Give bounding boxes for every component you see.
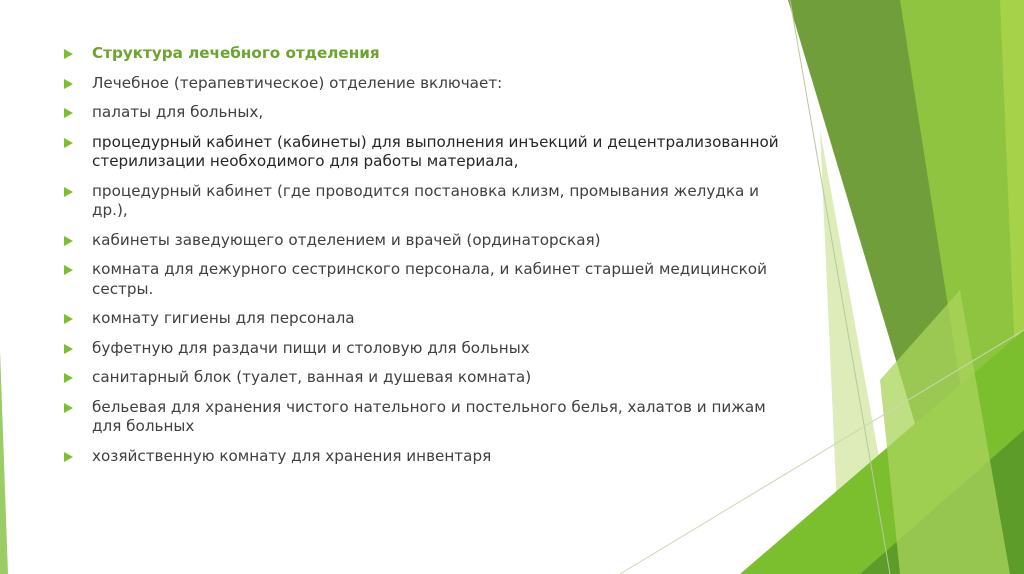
list-item-text: палаты для больных, <box>92 103 264 121</box>
list-item-text: комнату гигиены для персонала <box>92 309 355 327</box>
triangle-right-icon <box>64 373 73 383</box>
list-item <box>62 182 782 221</box>
list-item <box>62 309 782 329</box>
list-item-text: комната для дежурного сестринского персонала, и кабинет старшей медицинской сестры. <box>92 260 767 298</box>
triangle-right-icon <box>64 49 73 59</box>
triangle-right-icon <box>64 314 73 324</box>
list-item <box>62 103 782 123</box>
triangle-right-icon <box>64 138 73 148</box>
triangle-right-icon <box>64 403 73 413</box>
list-item-text: буфетную для раздачи пищи и столовую для больных <box>92 338 530 357</box>
triangle-right-icon <box>64 79 73 89</box>
deco-left-sliver <box>0 350 8 574</box>
triangle-right-icon <box>64 108 73 118</box>
list-item <box>62 231 782 251</box>
list-item-text: санитарный блок (туалет, ванная и душевая комната) <box>92 368 532 386</box>
triangle-right-icon <box>64 452 73 462</box>
list-item-text: процедурный кабинет (где проводится постановка клизм, промывания желудка и др.), <box>92 181 760 219</box>
list-item <box>62 133 782 172</box>
list-item-text: процедурный кабинет (кабинеты) для выполнения инъекций и децентрализованной стерилизации необходимого для работы материала, <box>92 132 779 170</box>
list-item-text: Лечебное (терапевтическое) отделение включает: <box>92 73 503 92</box>
slide-title-text: Структура лечебного отделения <box>92 44 380 62</box>
list-item <box>62 260 782 299</box>
list-item-text: бельевая для хранения чистого нательного и постельного белья, халатов и пижам для больных <box>92 397 766 435</box>
list-item <box>62 339 782 359</box>
bullet-list <box>62 44 782 476</box>
triangle-right-icon <box>64 187 73 197</box>
triangle-right-icon <box>64 344 73 354</box>
list-item-text: хозяйственную комнату для хранения инвентаря <box>92 446 492 465</box>
list-item <box>62 74 782 94</box>
triangle-right-icon <box>64 265 73 275</box>
list-item-text: кабинеты заведующего отделением и врачей (ординаторская) <box>92 230 601 249</box>
list-item <box>62 447 782 467</box>
list-item <box>62 398 782 437</box>
list-item <box>62 368 782 388</box>
triangle-right-icon <box>64 236 73 246</box>
slide-title <box>62 44 782 64</box>
